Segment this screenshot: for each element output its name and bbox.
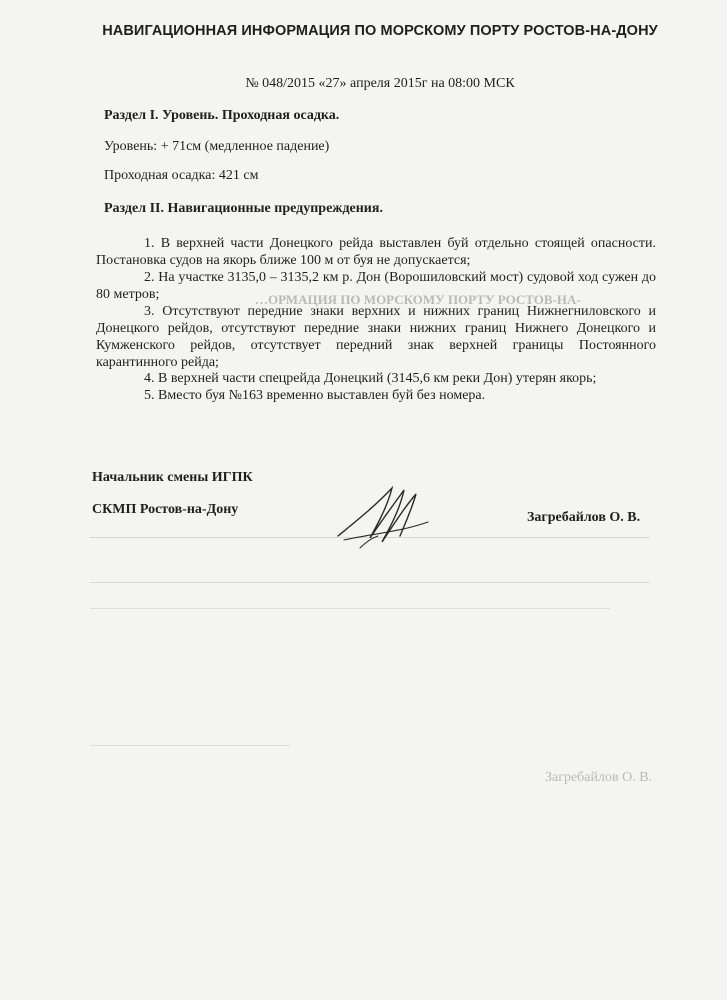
show-through-line <box>90 745 290 746</box>
warning-item-5: 5. Вместо буя №163 временно выставлен буй без номера. <box>144 388 486 403</box>
warning-item-4: 4. В верхней части спецрейда Донецкий (3145,6 км реки Дон) утерян якорь; <box>144 371 597 386</box>
show-through-name: Загребайлов О. В. <box>545 770 653 785</box>
draft-value: Проходная осадка: 421 см <box>104 168 259 183</box>
warning-item-2: 2. На участке 3135,0 – 3135,2 км р. Дон (Ворошиловский мост) судовой ход сужен до 80 метров; <box>96 270 656 302</box>
document-title: НАВИГАЦИОННАЯ ИНФОРМАЦИЯ ПО МОРСКОМУ ПОРТУ РОСТОВ-НА-ДОНУ <box>102 23 658 39</box>
section1-heading: Раздел I. Уровень. Проходная осадка. <box>104 108 340 123</box>
show-through-title: …ОРМАЦИЯ ПО МОРСКОМУ ПОРТУ РОСТОВ-НА- <box>255 292 581 307</box>
warning-item-1: 1. В верхней части Донецкого рейда выставлен буй отдельно стоящей опасности. Постановка судов на якорь ближе 100 м от буя не допускается; <box>96 236 656 268</box>
handwritten-signature <box>330 478 440 558</box>
show-through-line <box>90 582 650 583</box>
signatory-position-line2: СКМП Ростов-на-Дону <box>92 502 239 517</box>
document-number-date: № 048/2015 «27» апреля 2015г на 08:00 МСК <box>245 76 515 91</box>
signatory-position-line1: Начальник смены ИГПК <box>92 470 253 485</box>
level-value: Уровень: + 71см (медленное падение) <box>104 139 330 154</box>
show-through-line <box>90 608 610 609</box>
section2-heading: Раздел II. Навигационные предупреждения. <box>104 201 383 216</box>
signatory-name: Загребайлов О. В. <box>527 510 641 525</box>
warning-item-3: 3. Отсутствуют передние знаки верхних и нижних границ Нижнегниловского и Донецкого рейдов, отсутствуют передние знаки нижних границ Нижнего Донецкого и Кумженского рейдов, отсутствует передний знак верхней границы Постоянного карантинного рейда; <box>96 304 656 370</box>
